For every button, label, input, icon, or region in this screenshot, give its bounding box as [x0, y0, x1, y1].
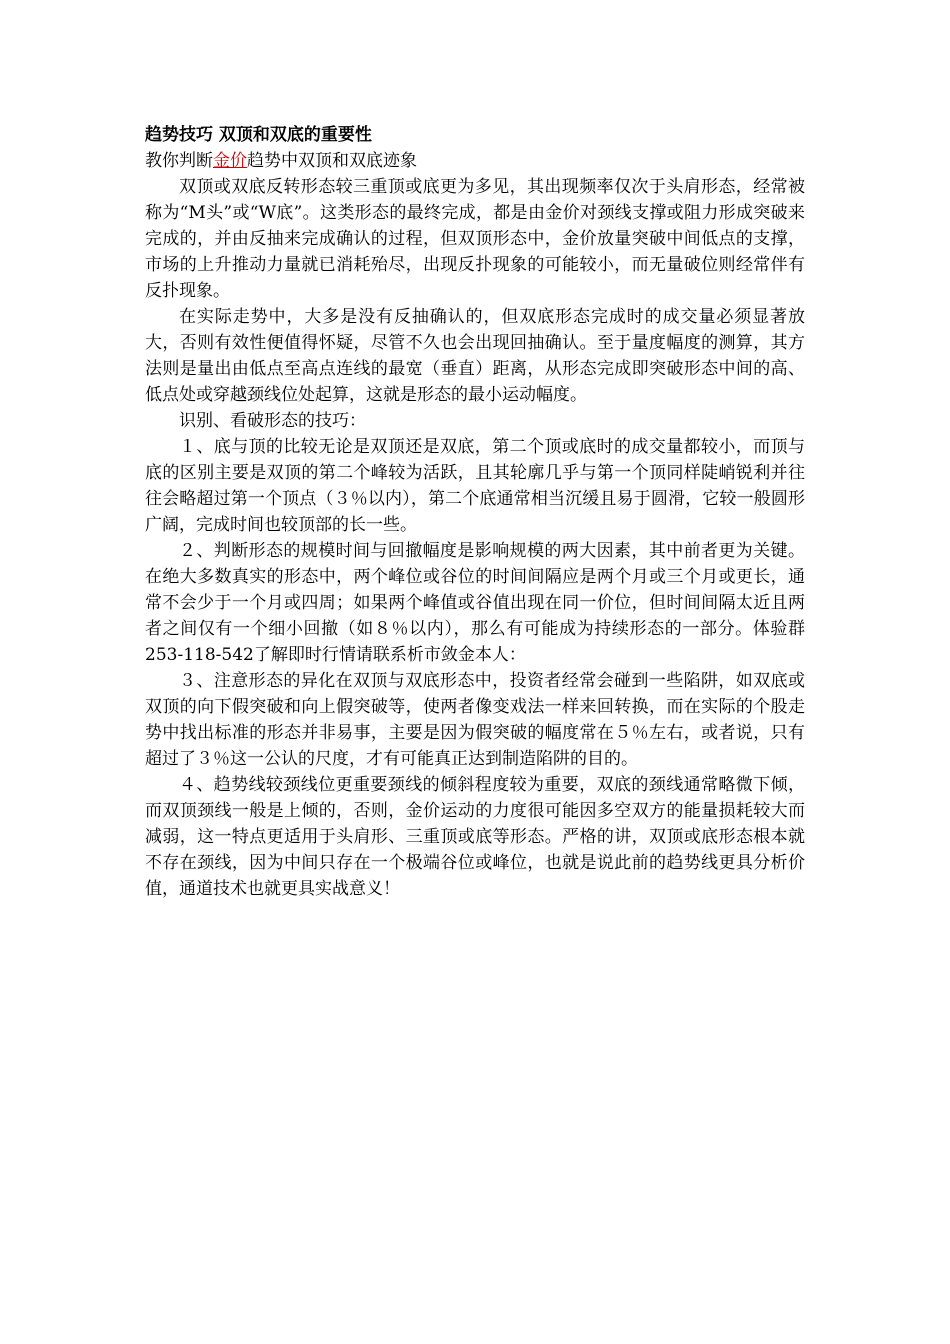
document-page	[145, 122, 805, 902]
paragraph-tips-heading: 识别、看破形态的技巧：	[179, 411, 366, 431]
document-title: 趋势技巧 双顶和双底的重要性	[145, 125, 372, 145]
paragraph-intro: 双顶或双底反转形态较三重顶或底更为多见，其出现频率仅次于头肩形态，经常被称为“M头”或“W底”。这类形态的最终完成，都是由金价对颈线支撑或阻力形成突破来完成的，并由反抽来完成确认的过程，但双顶形态中，金价放量突破中间低点的支撑，市场的上升推动力量就已消耗殆尽，出现反扑现象的可能较小，而无量破位则经常伴有反扑现象。	[145, 177, 805, 301]
gold-price-link[interactable]: 金价	[213, 151, 247, 171]
paragraph-tip-3: ３、注意形态的异化在双顶与双底形态中，投资者经常会碰到一些陷阱，如双底或双顶的向下假突破和向上假突破等，使两者像变戏法一样来回转换，而在实际的个股走势中找出标准的形态并非易事，主要是因为假突破的幅度常在５％左右，或者说，只有超过了３％这一公认的尺度，才有可能真正达到制造陷阱的目的。	[145, 671, 805, 769]
paragraph-practice: 在实际走势中，大多是没有反抽确认的，但双底形态完成时的成交量必须显著放大，否则有效性便值得怀疑，尽管不久也会出现回抽确认。至于量度幅度的测算，其方法则是量出由低点至高点连线的最宽（垂直）距离，从形态完成即突破形态中间的高、低点处或穿越颈线位处起算，这就是形态的最小运动幅度。	[145, 307, 805, 405]
paragraph-tip-1: １、底与顶的比较无论是双顶还是双底，第二个顶或底时的成交量都较小，而顶与底的区别主要是双顶的第二个峰较为活跃，且其轮廓几乎与第一个顶同样陡峭锐利并往往会略超过第一个顶点（３％以内），第二个底通常相当沉缓且易于圆滑，它较一般圆形广阔，完成时间也较顶部的长一些。	[145, 437, 805, 535]
document-subtitle	[145, 148, 805, 174]
paragraph-tip-4: ４、趋势线较颈线位更重要颈线的倾斜程度较为重要，双底的颈线通常略微下倾，而双顶颈线一般是上倾的，否则，金价运动的力度很可能因多空双方的能量损耗较大而减弱，这一特点更适用于头肩形、三重顶或底等形态。严格的讲，双顶或底形态根本就不存在颈线，因为中间只存在一个极端谷位或峰位，也就是说此前的趋势线更具分析价值，通道技术也就更具实战意义！	[145, 775, 805, 899]
paragraph-tip-2: ２、判断形态的规模时间与回撤幅度是影响规模的两大因素，其中前者更为关键。在绝大多数真实的形态中，两个峰位或谷位的时间间隔应是两个月或三个月或更长，通常不会少于一个月或四周；如果两个峰值或谷值出现在同一价位，但时间间隔太近且两者之间仅有一个细小回撤（如８％以内），那么有可能成为持续形态的一部分。体验群253-118-542了解即时行情请联系析市敛金本人：	[145, 541, 805, 665]
subtitle-prefix: 教你判断	[145, 151, 213, 171]
subtitle-suffix: 趋势中双顶和双底迹象	[247, 151, 417, 171]
